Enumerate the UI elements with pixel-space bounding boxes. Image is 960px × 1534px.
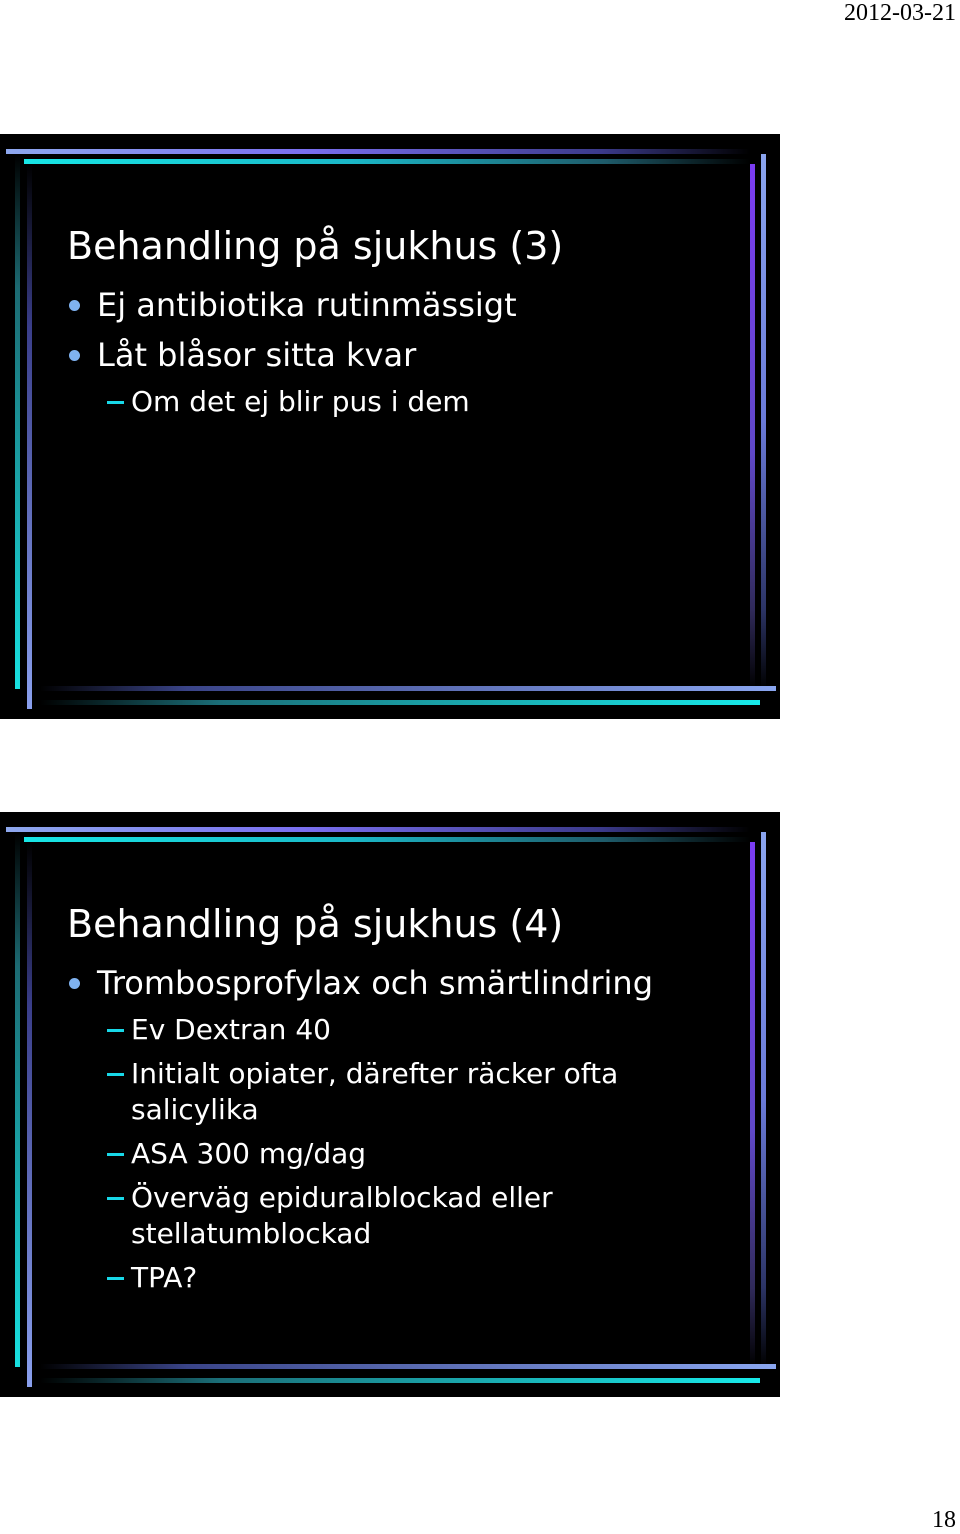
dash-icon (107, 401, 124, 404)
frame-bar (40, 700, 760, 705)
slide-content (67, 222, 747, 428)
frame-bar (40, 1378, 760, 1383)
frame-bar (27, 164, 32, 709)
frame-bar (761, 154, 766, 689)
slide-content (67, 900, 747, 1304)
bullet-dot-icon (69, 300, 80, 311)
bullet-text: Trombosprofylax och smärtlindring (97, 964, 653, 1002)
dash-icon (107, 1029, 124, 1032)
frame-bar (6, 149, 750, 154)
dash-icon (107, 1153, 124, 1156)
sub-bullet-text: ASA 300 mg/dag (131, 1137, 367, 1170)
sub-bullet-text: TPA? (131, 1261, 198, 1294)
sub-bullet-text: Initialt opiater, därefter räcker ofta salicylika (131, 1057, 619, 1126)
frame-bar (24, 837, 750, 842)
sub-bullet-item (67, 1056, 747, 1128)
slide-title: Behandling på sjukhus (3) (67, 224, 564, 268)
frame-bar (750, 164, 755, 689)
sub-bullet-text: Ev Dextran 40 (131, 1013, 331, 1046)
bullet-item (67, 284, 747, 326)
bullet-text: Låt blåsor sitta kvar (97, 336, 417, 374)
frame-bar (40, 1364, 776, 1369)
dash-icon (107, 1197, 124, 1200)
bullet-dot-icon (69, 350, 80, 361)
sub-bullet-item (67, 1260, 747, 1296)
bullet-item (67, 962, 747, 1004)
frame-bar (27, 842, 32, 1387)
sub-bullet-text: Överväg epiduralblockad eller stellatumblockad (131, 1181, 553, 1250)
frame-bar (750, 842, 755, 1367)
frame-bar (6, 827, 750, 832)
dash-icon (107, 1073, 124, 1076)
sub-bullet-item (67, 1012, 747, 1048)
slide-2 (0, 812, 780, 1397)
sub-bullet-text: Om det ej blir pus i dem (131, 385, 470, 418)
bullet-text: Ej antibiotika rutinmässigt (97, 286, 517, 324)
sub-bullet-item (67, 1136, 747, 1172)
page-number: 18 (932, 1507, 956, 1533)
slide-1 (0, 134, 780, 719)
frame-bar (761, 832, 766, 1367)
dash-icon (107, 1277, 124, 1280)
bullet-dot-icon (69, 978, 80, 989)
frame-bar (15, 155, 20, 689)
frame-bar (24, 159, 750, 164)
frame-bar (40, 686, 776, 691)
bullet-item (67, 334, 747, 376)
page-date: 2012-03-21 (844, 0, 956, 26)
sub-bullet-item (67, 1180, 747, 1252)
sub-bullet-item (67, 384, 747, 420)
frame-bar (15, 833, 20, 1367)
slide-title: Behandling på sjukhus (4) (67, 902, 564, 946)
